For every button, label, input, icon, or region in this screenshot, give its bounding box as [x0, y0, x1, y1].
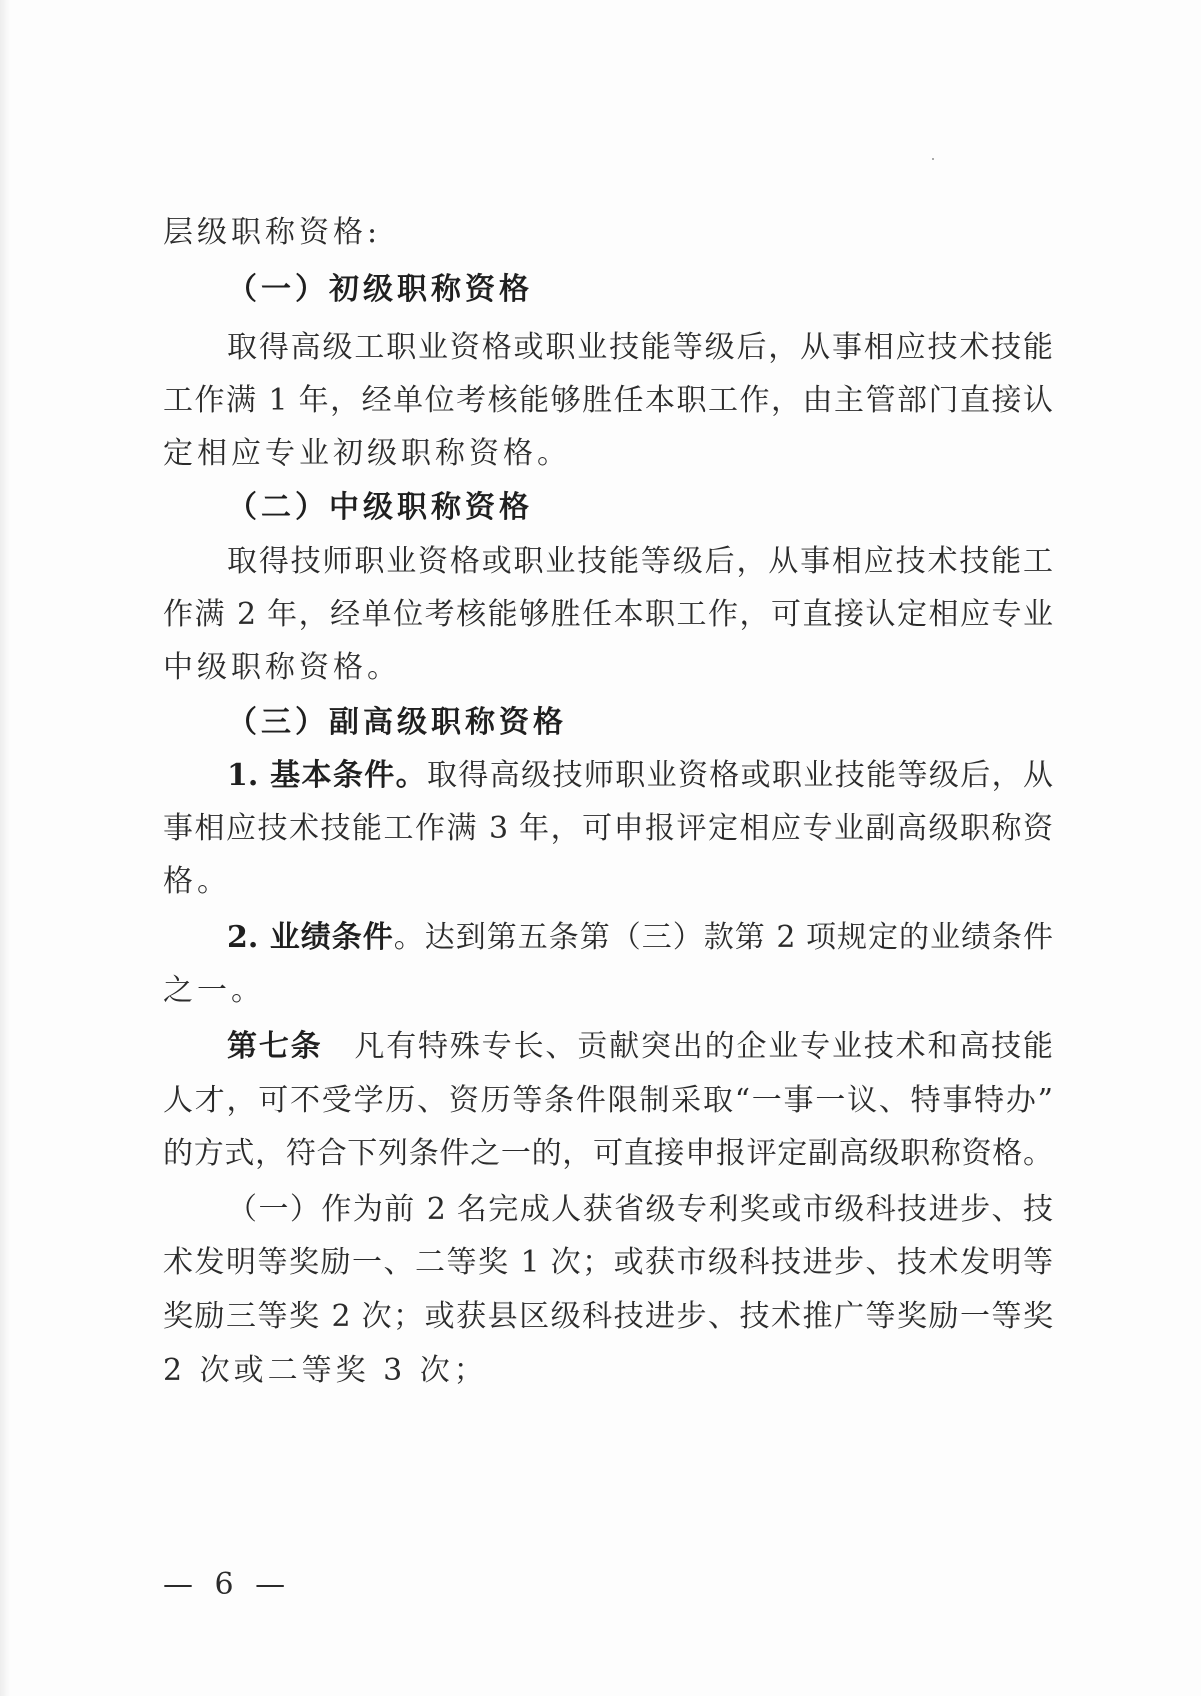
continuation-line: 层级职称资格: — [163, 215, 382, 250]
paragraph-line: 作满 2 年，经单位考核能够胜任本职工作，可直接认定相应专业 — [163, 597, 1053, 632]
item-label: 1. 基本条件。 — [227, 758, 427, 793]
paragraph-line: 工作满 1 年，经单位考核能够胜任本职工作，由主管部门直接认 — [163, 383, 1053, 418]
paragraph-line: 格。 — [163, 864, 231, 899]
item-text: 取得高级技师职业资格或职业技能等级后，从 — [426, 758, 1054, 793]
paragraph-line: 术发明等奖励一、二等奖 1 次；或获市级科技进步、技术发明等 — [163, 1245, 1053, 1280]
section-heading-intermediate: （二）中级职称资格 — [227, 490, 533, 525]
article-seven — [227, 1027, 1053, 1067]
paragraph-line: 的方式，符合下列条件之一的，可直接申报评定副高级职称资格。 — [163, 1136, 1053, 1171]
paragraph-line: 之一。 — [163, 973, 265, 1008]
item-basic-conditions — [227, 756, 1053, 796]
section-heading-senior: （三）副高级职称资格 — [227, 705, 567, 740]
paragraph-line: 人才，可不受学历、资历等条件限制采取“一事一议、特事特办” — [163, 1083, 1053, 1118]
paragraph-line: （一）作为前 2 名完成人获省级专利奖或市级科技进步、技 — [227, 1192, 1053, 1227]
item-performance-conditions — [227, 918, 1053, 958]
paragraph-line: 事相应技术技能工作满 3 年，可申报评定相应专业副高级职称资 — [163, 811, 1053, 846]
paragraph-line: 中级职称资格。 — [163, 650, 401, 685]
article-label: 第七条 — [227, 1029, 323, 1064]
paragraph-line: 取得技师职业资格或职业技能等级后，从事相应技术技能工 — [227, 544, 1053, 579]
paragraph-line: 定相应专业初级职称资格。 — [163, 436, 571, 471]
scan-speck — [932, 158, 934, 160]
paragraph-line: 2 次或二等奖 3 次； — [163, 1353, 488, 1388]
paragraph-line: 取得高级工职业资格或职业技能等级后，从事相应技术技能 — [227, 330, 1053, 365]
item-label: 2. 业绩条件 — [227, 920, 394, 955]
section-heading-junior: （一）初级职称资格 — [227, 272, 533, 307]
page-number: — 6 — — [163, 1567, 292, 1602]
paragraph-line: 奖励三等奖 2 次；或获县区级科技进步、技术推广等奖励一等奖 — [163, 1299, 1053, 1334]
article-text: 凡有特殊专长、贡献突出的企业专业技术和高技能 — [322, 1029, 1054, 1064]
item-text: 。达到第五条第（三）款第 2 项规定的业绩条件 — [393, 920, 1053, 955]
